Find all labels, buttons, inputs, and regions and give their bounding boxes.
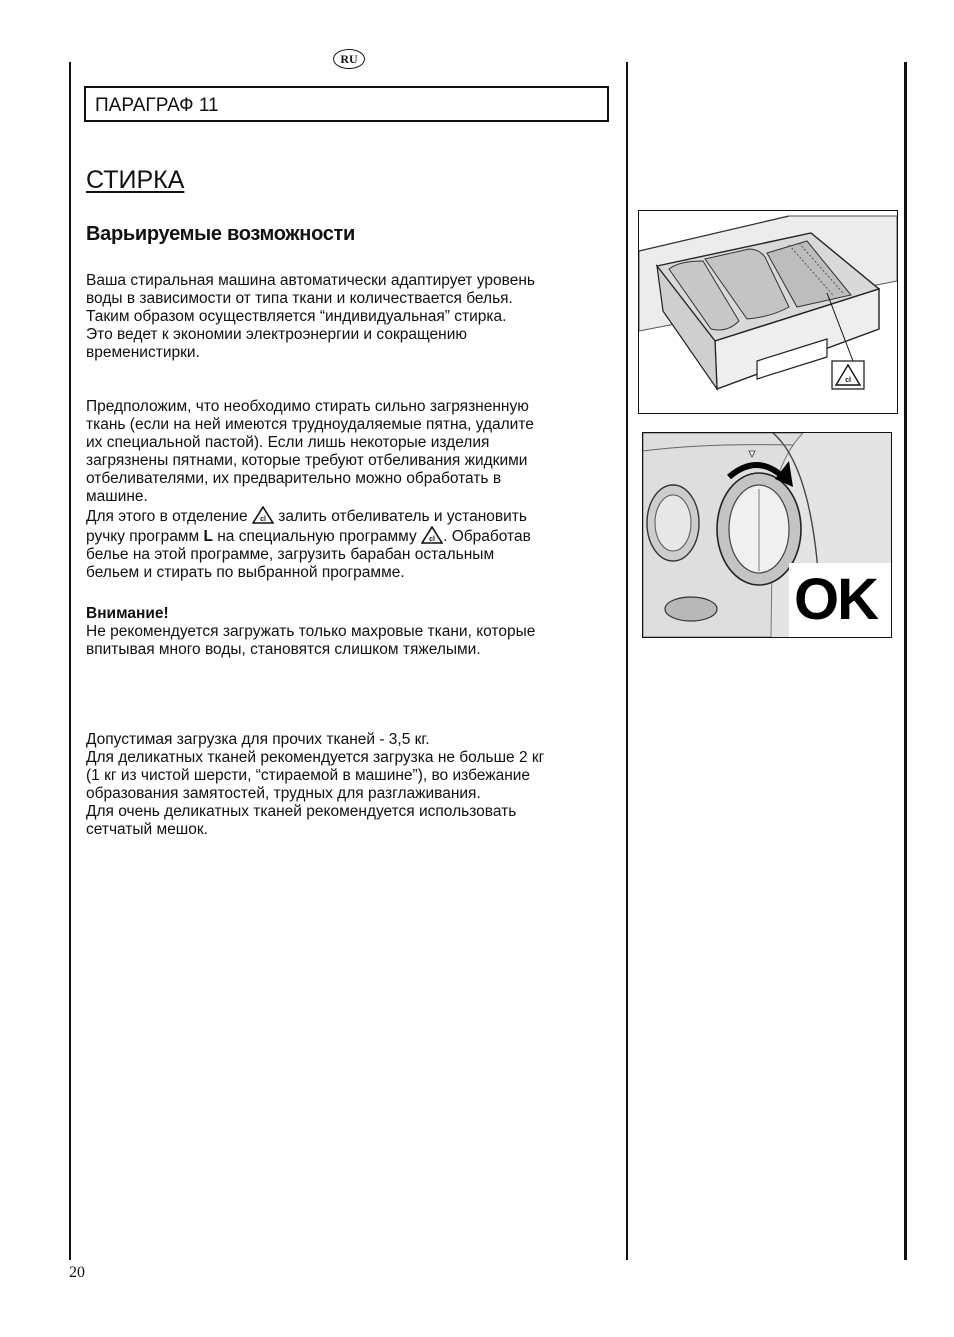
ok-label: OK bbox=[794, 567, 877, 632]
program-knob-illustration bbox=[642, 432, 892, 638]
text-line-with-icon: ручку программ L на специальную программу cl . Обработав bbox=[86, 528, 531, 545]
text-line: образования замятостей, трудных для разглаживания. bbox=[86, 785, 481, 802]
svg-text:cl: cl bbox=[429, 536, 435, 543]
text-line: Таким образом осуществляется “индивидуальная” стирка. bbox=[86, 308, 507, 325]
paragraph-header bbox=[84, 86, 609, 122]
text-line: машине. bbox=[86, 488, 148, 505]
page-number: 20 bbox=[69, 1264, 85, 1281]
language-badge: RU bbox=[333, 49, 365, 69]
text-line-with-icon: Для этого в отделение cl залить отбеливатель и установить bbox=[86, 508, 527, 525]
column-divider-rule bbox=[626, 62, 628, 1260]
text-line: сетчатый мешок. bbox=[86, 821, 208, 838]
stain-treatment-paragraph bbox=[86, 398, 616, 582]
text-line: белье на этой программе, загрузить барабан остальным bbox=[86, 546, 495, 563]
text-line: ткань (если на ней имеются трудноудаляемые пятна, удалите bbox=[86, 416, 534, 433]
text-line: временистирки. bbox=[86, 344, 200, 361]
text-line: бельем и стирать по выбранной программе. bbox=[86, 564, 405, 581]
text-line: Для деликатных тканей рекомендуется загрузка не больше 2 кг bbox=[86, 749, 545, 766]
detergent-drawer-illustration bbox=[638, 210, 898, 414]
section-title: СТИРКА bbox=[86, 166, 185, 194]
bleach-warning-icon bbox=[252, 506, 274, 524]
text-line: загрязнены пятнами, которые требуют отбеливания жидкими bbox=[86, 452, 528, 469]
text-line: впитывая много воды, становятся слишком тяжелыми. bbox=[86, 641, 481, 658]
text-line: (1 кг из чистой шерсти, “стираемой в машине”), во избежание bbox=[86, 767, 531, 784]
text-line: отбеливателями, их предварительно можно обработать в bbox=[86, 470, 502, 487]
text-line: Не рекомендуется загружать только махровые ткани, которые bbox=[86, 623, 536, 640]
text-line: Предположим, что необходимо стирать сильно загрязненную bbox=[86, 398, 529, 415]
text-line: их специальной пастой). Если лишь некоторые изделия bbox=[86, 434, 490, 451]
intro-paragraph bbox=[86, 272, 616, 362]
paragraph-label: ПАРАГРАФ 11 bbox=[95, 95, 219, 116]
text-line: Допустимая загрузка для прочих тканей - 3,5 кг. bbox=[86, 731, 430, 748]
left-margin-rule bbox=[69, 62, 71, 1260]
text-line: Это ведет к экономии электроэнергии и сокращению bbox=[86, 326, 468, 343]
program-letter: L bbox=[203, 528, 213, 545]
load-limits-paragraph bbox=[86, 731, 616, 839]
attention-paragraph bbox=[86, 605, 616, 659]
text-line: Для очень деликатных тканей рекомендуется использовать bbox=[86, 803, 517, 820]
attention-label: Внимание! bbox=[86, 605, 169, 622]
bleach-warning-icon bbox=[421, 526, 443, 544]
text-line: Ваша стиральная машина автоматически адаптирует уровень bbox=[86, 272, 535, 289]
svg-text:cl: cl bbox=[845, 377, 851, 384]
svg-text:cl: cl bbox=[260, 516, 266, 523]
text-line: воды в зависимости от типа ткани и количествается белья. bbox=[86, 290, 513, 307]
subheading: Варьируемые возможности bbox=[86, 223, 356, 245]
right-margin-rule bbox=[904, 62, 907, 1260]
